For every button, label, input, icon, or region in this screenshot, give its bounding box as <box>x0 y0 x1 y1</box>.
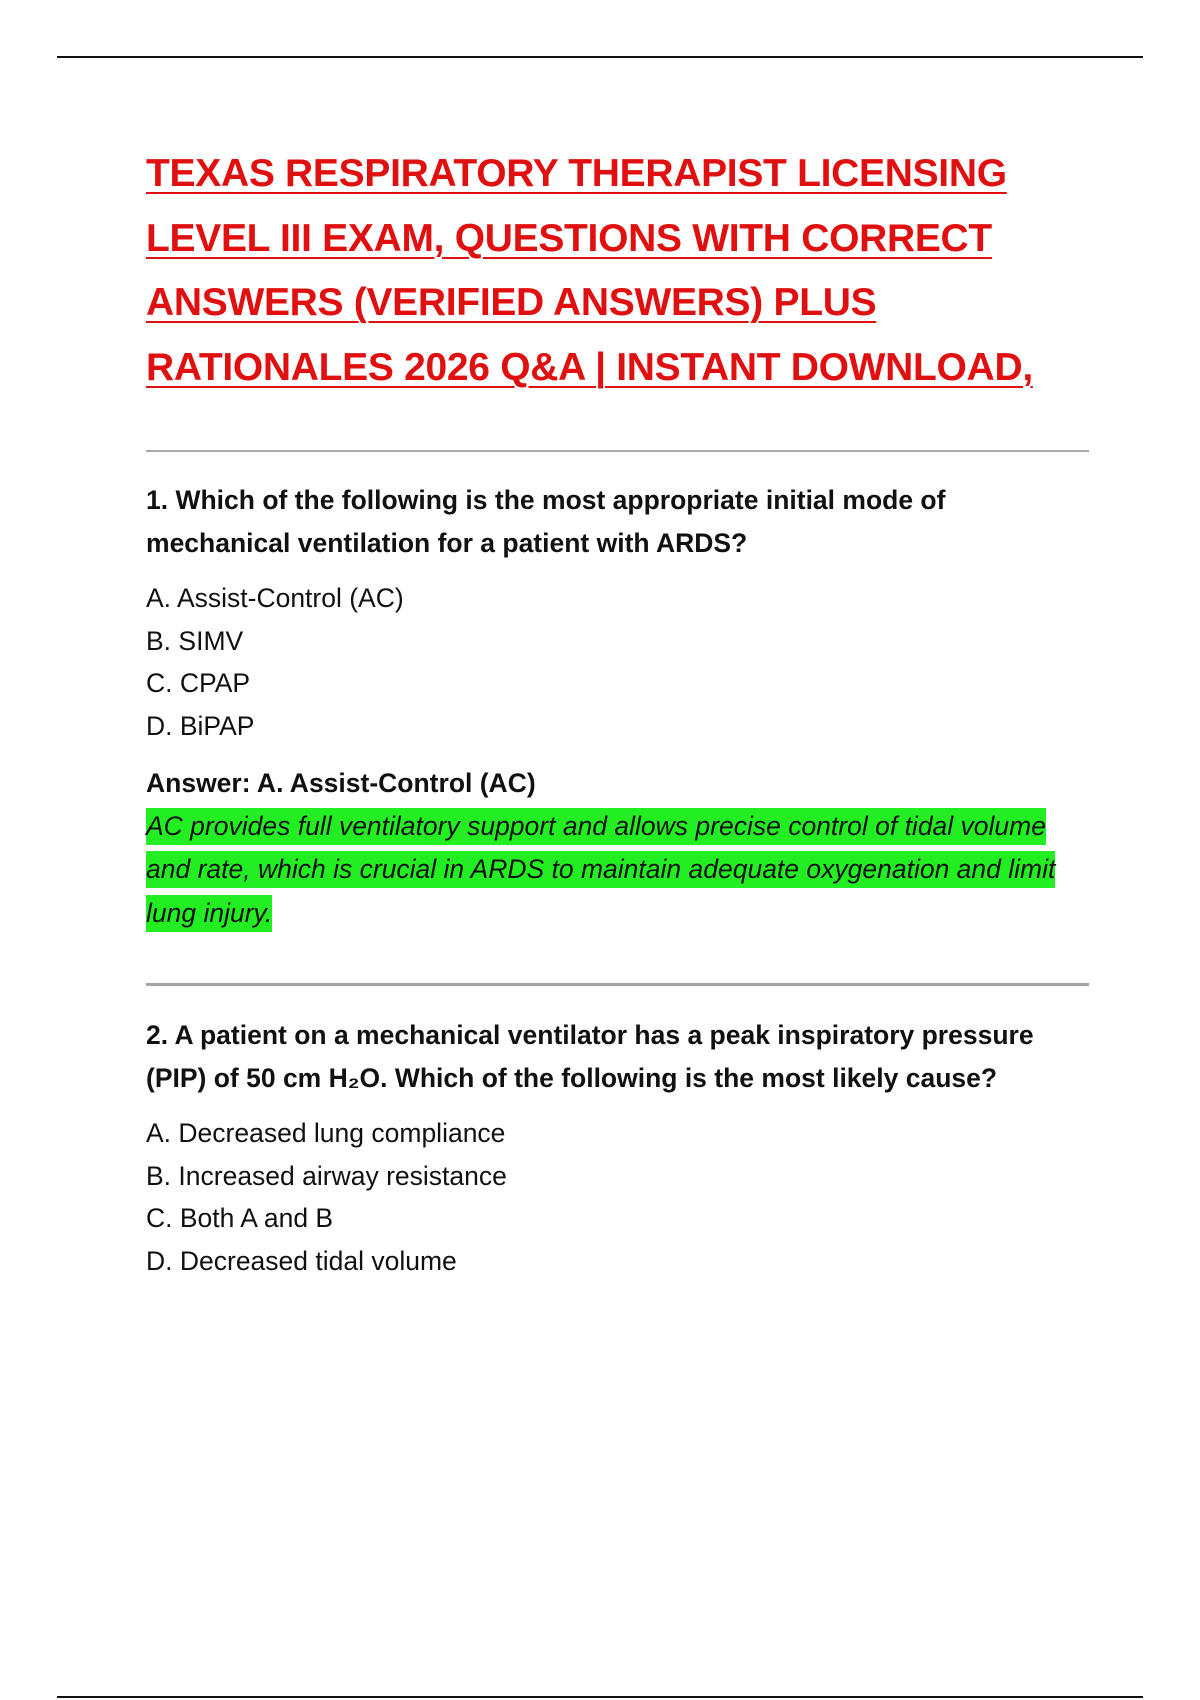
section-divider <box>146 450 1089 452</box>
option-item: D. BiPAP <box>146 710 255 741</box>
option-list <box>146 577 1096 747</box>
section-divider <box>146 983 1089 986</box>
document-body <box>146 142 1096 1282</box>
option-item: D. Decreased tidal volume <box>146 1245 457 1276</box>
answer-line: Answer: A. Assist-Control (AC) <box>146 768 536 798</box>
option-list <box>146 1112 1096 1282</box>
question-block-1 <box>146 479 1096 935</box>
question-stem: 1. Which of the following is the most appropriate initial mode of mechanical ventilation for a patient with ARDS? <box>146 485 946 558</box>
rationale-highlight: AC provides full ventilatory support and allows precise control of tidal volume and rate, which is crucial in ARDS to maintain adequate oxygenation and limit lung injury. <box>146 808 1055 932</box>
question-block-2 <box>146 1014 1096 1282</box>
document-title <box>146 142 1096 400</box>
option-item: B. Increased airway resistance <box>146 1160 507 1191</box>
page-top-rule <box>57 56 1143 58</box>
rationale-text <box>146 805 1076 936</box>
page-bottom-rule <box>57 1696 1143 1698</box>
option-item: A. Assist-Control (AC) <box>146 583 404 613</box>
document-title-text: TEXAS RESPIRATORY THERAPIST LICENSING LEVEL III EXAM, QUESTIONS WITH CORRECT ANSWERS (VERIFIED ANSWERS) PLUS RATIONALES 2026 Q&A | INSTANT DOWNLOAD, <box>146 152 1033 389</box>
option-item: A. Decreased lung compliance <box>146 1118 506 1148</box>
question-stem: 2. A patient on a mechanical ventilator has a peak inspiratory pressure (PIP) of 50 cm H₂O. Which of the following is the most likely cause? <box>146 1020 1034 1093</box>
option-item: C. Both A and B <box>146 1203 334 1233</box>
option-item: B. SIMV <box>146 625 244 656</box>
option-item: C. CPAP <box>146 668 251 698</box>
